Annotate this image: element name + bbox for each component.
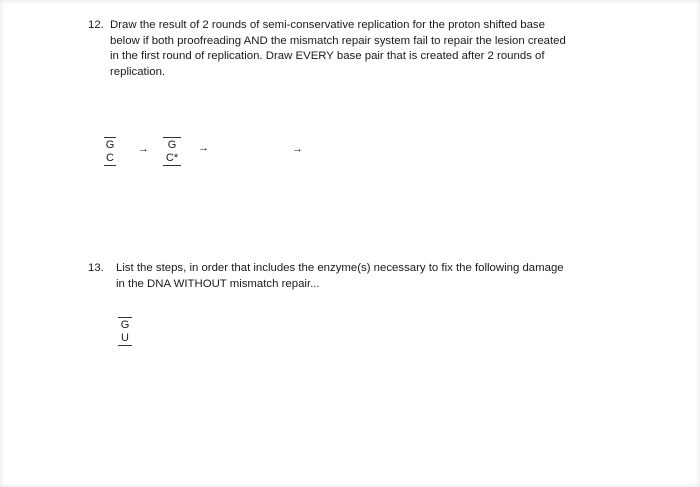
base-bottom: U bbox=[118, 332, 132, 346]
question-text: Draw the result of 2 rounds of semi-conservative replication for the proton shifted base below if both proofreading AND the mismatch repair system fail to repair the lesion created in the first round of replication. Draw EVERY base pair that is created after 2 rounds of replication. bbox=[110, 19, 566, 78]
base-top: G bbox=[118, 317, 132, 332]
base-bottom: C* bbox=[163, 152, 181, 166]
question-text: List the steps, in order that includes the enzyme(s) necessary to fix the following damage in the DNA WITHOUT mismatch repair... bbox=[116, 262, 564, 290]
question-number: 13. bbox=[88, 262, 104, 274]
base-pair-damaged bbox=[118, 317, 132, 346]
right-arrow-icon: → bbox=[138, 143, 149, 155]
right-arrow-icon: → bbox=[292, 143, 303, 155]
base-top: G bbox=[105, 139, 115, 151]
base-pair-original bbox=[104, 137, 116, 166]
question-number: 12. bbox=[88, 19, 104, 31]
right-arrow-icon: → bbox=[198, 142, 209, 154]
question-13 bbox=[88, 261, 648, 297]
base-bottom: C bbox=[104, 152, 116, 166]
question-12 bbox=[88, 18, 648, 88]
base-pair-shifted bbox=[163, 137, 181, 166]
base-top: G bbox=[163, 137, 181, 152]
